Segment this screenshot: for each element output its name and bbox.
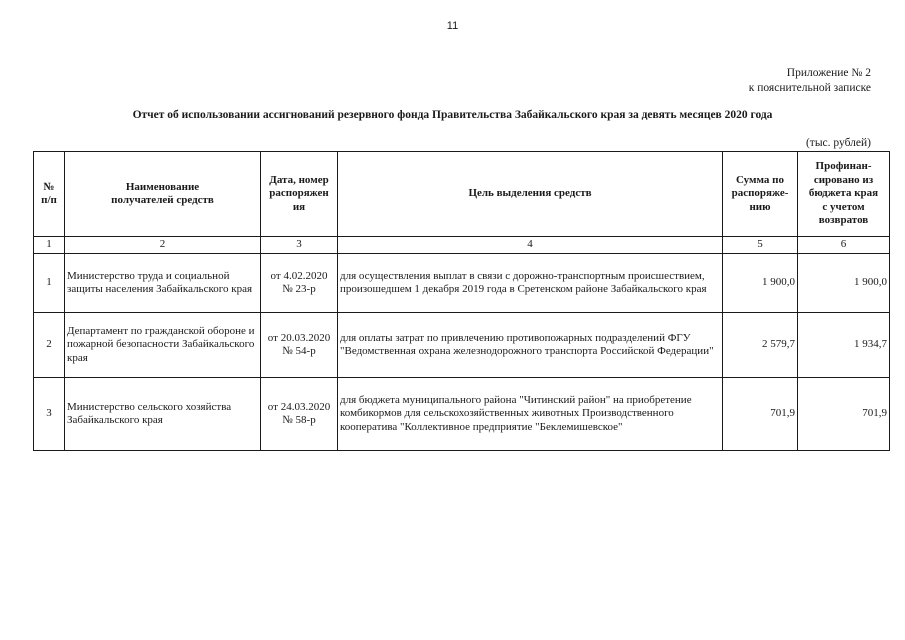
table-row [34,378,890,451]
page-number: 11 [446,20,459,32]
report-title: Отчет об использовании ассигнований резервного фонда Правительства Забайкальского края за девять месяцев 2020 года [132,109,773,121]
appendix-note [749,66,871,96]
row-number: 2 [34,313,65,378]
units-note: (тыс. рублей) [805,137,871,149]
order-date: от 24.03.2020 [267,400,331,413]
column-number: 3 [261,237,338,254]
table-row [34,254,890,313]
appendix-line-2: к пояснительной записке [748,82,871,94]
purpose-cell: для осуществления выплат в связи с дорожно-транспортным происшествием, произошедшем 1 декабря 2019 года в Сретенском районе Забайкальского края [338,254,723,313]
financed-cell: 1 934,7 [798,313,890,378]
column-number: 5 [723,237,798,254]
amount-cell: 1 900,0 [723,254,798,313]
order-date-cell [261,313,338,378]
row-number: 1 [34,254,65,313]
financed-cell: 1 900,0 [798,254,890,313]
header-recipient: Наименование получателей средств [65,152,261,237]
order-date-cell [261,254,338,313]
recipient-cell: Министерство труда и социальной защиты населения Забайкальского края [65,254,261,313]
column-number: 1 [34,237,65,254]
table-row [34,313,890,378]
amount-cell: 701,9 [723,378,798,451]
header-financed: Профинан- сировано из бюджета края с учетом возвратов [798,152,890,237]
purpose-cell: для оплаты затрат по привлечению противопожарных подразделений ФГУ "Ведомственная охрана железнодорожного транспорта Российской Федерации" [338,313,723,378]
report-table [33,151,890,451]
order-number: № 23-р [282,283,316,295]
order-date: от 20.03.2020 [267,331,331,344]
order-number: № 58-р [282,414,316,426]
header-amount: Сумма по распоряже- нию [723,152,798,237]
row-number: 3 [34,378,65,451]
recipient-cell: Министерство сельского хозяйства Забайкальского края [65,378,261,451]
header-purpose: Цель выделения средств [338,152,723,237]
column-number: 2 [65,237,261,254]
purpose-cell: для бюджета муниципального района "Читинский район" на приобретение комбикормов для сельскохозяйственных животных Производственного кооператива "Коллективное предприятие "Беклемишевское" [338,378,723,451]
column-number: 4 [338,237,723,254]
appendix-line-1: Приложение № 2 [786,67,871,79]
order-number: № 54-р [282,345,316,357]
header-row [34,152,890,237]
order-date: от 4.02.2020 [270,269,328,282]
order-date-cell [261,378,338,451]
financed-cell: 701,9 [798,378,890,451]
recipient-cell: Департамент по гражданской обороне и пожарной безопасности Забайкальского края [65,313,261,378]
column-number-row [34,237,890,254]
header-date: Дата, номер распоряжен ия [261,152,338,237]
column-number: 6 [798,237,890,254]
amount-cell: 2 579,7 [723,313,798,378]
header-number: № п/п [34,152,65,237]
